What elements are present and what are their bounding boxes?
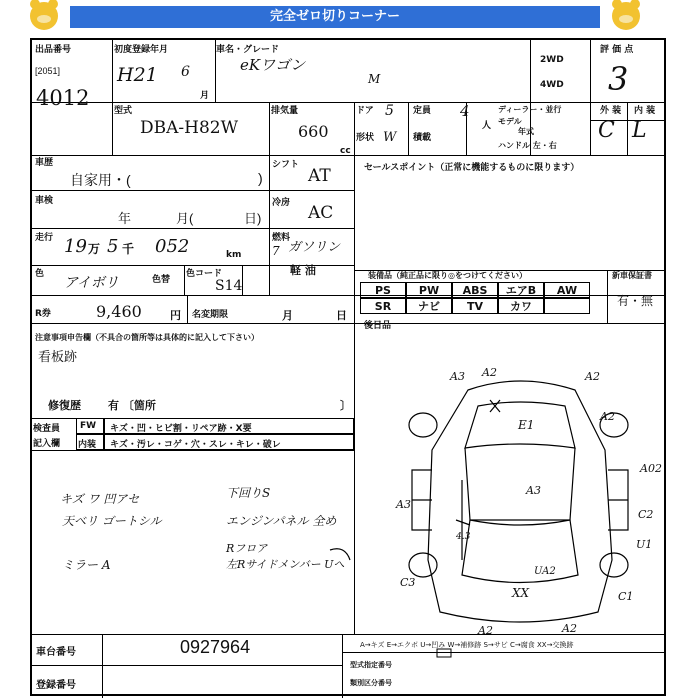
- damage-mark: A3: [396, 498, 411, 511]
- damage-mark: A2: [482, 366, 497, 379]
- damage-mark: U1: [636, 538, 653, 551]
- handwritten-note: 天ベリ ゴートシル: [62, 514, 162, 528]
- lot-sub-number: [2051]: [35, 66, 61, 76]
- score-label: 評 価 点: [600, 45, 634, 55]
- fuel-options: 軽 油: [290, 264, 316, 277]
- notes-handwritten: 看板跡: [38, 350, 78, 365]
- inspection-year: 年: [118, 211, 132, 226]
- shape-label: 形状: [356, 133, 375, 143]
- damage-mark: C2: [638, 508, 654, 521]
- handwritten-note: 左Rサイドメンバー Uへ: [226, 558, 345, 571]
- model-name: eKワゴン: [240, 56, 306, 74]
- registration-era-year: H21: [117, 64, 158, 86]
- new-car-warranty-label: 新車保証書: [612, 271, 652, 280]
- bottom-small-label-2: 類別区分番号: [350, 679, 392, 687]
- type-code-label: 型式: [114, 106, 133, 116]
- inspection-day: 日): [244, 211, 262, 226]
- color-label: 色: [35, 269, 45, 279]
- doors-value: 5: [385, 103, 394, 119]
- mileage-rest: 052: [155, 236, 190, 257]
- inspection-month: 月(: [176, 211, 194, 226]
- fuel-label: 燃料: [272, 233, 291, 243]
- interior-grade: L: [632, 118, 647, 143]
- model-label: 車名・グレード: [216, 45, 280, 55]
- shift-value: AT: [308, 166, 331, 186]
- mileage-unit: km: [226, 250, 242, 260]
- registration-month: 6: [181, 64, 190, 80]
- inspector-row2-text: キズ・汚レ・コゲ・穴・スレ・キレ・破レ: [110, 440, 281, 450]
- handwritten-note: キズ ワ 凹アセ: [60, 492, 140, 506]
- damage-mark: C3: [400, 576, 416, 589]
- damage-mark: A3: [526, 484, 541, 497]
- usage-value: 自家用・(: [70, 172, 131, 188]
- bottom-small-label-1: 型式指定番号: [350, 661, 392, 669]
- ac-label: 冷房: [272, 198, 291, 208]
- lot-number: 4012: [36, 86, 90, 110]
- color-code-label: 色コード: [186, 269, 223, 279]
- chassis-value: 0927964: [180, 637, 251, 657]
- exterior-label: 外 装: [600, 106, 622, 116]
- fuel-value: ガソリン: [288, 240, 341, 255]
- usage-label: 車歴: [35, 158, 54, 168]
- chassis-label: 車台番号: [36, 647, 76, 658]
- recycle-unit: 円: [170, 309, 181, 322]
- mileage-sen: 5: [107, 236, 119, 257]
- capacity-value: 4: [460, 102, 470, 120]
- type-code-value: DBA-H82W: [140, 118, 239, 138]
- registration-no-label: 登録番号: [36, 680, 76, 691]
- recycle-value: 9,460: [96, 302, 142, 321]
- notes-label: 注意事項申告欄（不具合の箇所等は具体的に記入して下さい）: [35, 333, 259, 342]
- doors-label: ドア: [356, 106, 374, 116]
- inspector-row2-head: 内装: [78, 440, 97, 450]
- year-label: 年式: [518, 127, 534, 136]
- model-year-label: モデル: [498, 117, 522, 126]
- name-change-month: 月: [282, 309, 293, 322]
- interior-label: 内 装: [634, 106, 656, 116]
- equipment-item: ナビ: [406, 298, 452, 314]
- equipment-item: ABS: [452, 282, 498, 298]
- inspector-label-2: 記入欄: [33, 439, 61, 449]
- rear-seat-label: 後日品: [364, 321, 392, 331]
- name-change-day: 日: [336, 309, 347, 322]
- mileage-man-unit: 万: [88, 242, 101, 256]
- color-value: アイボリ: [64, 275, 119, 291]
- sales-point-label: セールスポイント（正常に機能するものに限ります）: [364, 163, 580, 173]
- lot-label: 出品番号: [35, 45, 72, 55]
- displacement-unit: cc: [340, 146, 351, 156]
- banner-title: 完全ゼロ切りコーナー: [70, 6, 600, 28]
- shift-label: シフト: [272, 160, 300, 170]
- load-label: 積載: [413, 133, 432, 143]
- model-grade: M: [368, 72, 381, 86]
- new-car-warranty-value: 有・無: [617, 294, 654, 308]
- color-change-label: 色替: [152, 275, 171, 285]
- legend-text: A→キズ E→エクボ U→凹み W→補修跡 S→サビ C→腐食 XX→交換跡: [360, 641, 574, 649]
- repair-label: 修復歴: [48, 399, 81, 412]
- damage-mark: UA2: [534, 566, 556, 577]
- damage-mark: C1: [618, 590, 634, 603]
- displacement-label: 排気量: [271, 106, 299, 116]
- equipment-item: AW: [544, 282, 590, 298]
- shape-value: W: [383, 130, 397, 145]
- damage-mark: A2: [600, 410, 615, 423]
- damage-mark: 4.3: [456, 532, 471, 542]
- capacity-unit: 人: [482, 121, 492, 131]
- exterior-grade: C: [598, 118, 615, 143]
- equipment-label: 装備品（純正品に限り◎をつけてください）: [368, 271, 527, 280]
- mileage-man: 19: [64, 236, 87, 257]
- equipment-item: SR: [360, 298, 406, 314]
- damage-mark: A3: [450, 370, 465, 383]
- handwritten-note: エンジンパネル 全め: [226, 514, 337, 528]
- handwritten-note: ミラー A: [62, 558, 111, 572]
- name-change-label: 名変期限: [192, 310, 229, 320]
- repair-value: 有 〔箇所: [108, 399, 156, 412]
- inspector-row1-text: キズ・凹・ヒビ割・リペア跡・X要: [110, 424, 252, 434]
- drive-4wd: 4WD: [540, 80, 564, 90]
- damage-mark: XX: [512, 586, 530, 600]
- ac-value: AC: [308, 203, 334, 223]
- damage-mark: A2: [562, 622, 577, 635]
- inspector-label-1: 検査員: [33, 424, 61, 434]
- displacement-value: 660: [298, 122, 329, 141]
- dealer-label: ディーラー・並行: [498, 105, 562, 114]
- score-value: 3: [608, 60, 629, 98]
- usage-close: ): [258, 170, 263, 186]
- fuel-note: 7: [272, 244, 280, 258]
- handle-label: ハンドル 左・右: [498, 141, 557, 150]
- equipment-item: TV: [452, 298, 498, 314]
- inspection-label: 車検: [35, 196, 54, 206]
- equipment-item: エアB: [498, 282, 544, 298]
- inspector-row1-head: FW: [80, 421, 97, 431]
- capacity-label: 定員: [413, 106, 432, 116]
- mileage-label: 走行: [35, 233, 54, 243]
- recycle-label: R券: [35, 309, 51, 319]
- damage-mark: E1: [518, 418, 535, 432]
- color-code-value: S14: [215, 278, 243, 294]
- equipment-item: PS: [360, 282, 406, 298]
- drive-2wd: 2WD: [540, 55, 564, 65]
- damage-mark: A2: [585, 370, 600, 383]
- equipment-item: カワ: [498, 298, 544, 314]
- registration-label: 初度登録年月: [114, 45, 169, 55]
- repair-close: 〕: [340, 399, 351, 412]
- equipment-item: PW: [406, 282, 452, 298]
- handwritten-note: 下回りS: [226, 486, 271, 500]
- mileage-sen-unit: 千: [122, 242, 135, 256]
- handwritten-note: Rフロア: [226, 542, 268, 555]
- damage-mark: A2: [478, 624, 493, 637]
- registration-month-unit: 月: [200, 91, 210, 101]
- damage-mark: A02: [640, 462, 662, 475]
